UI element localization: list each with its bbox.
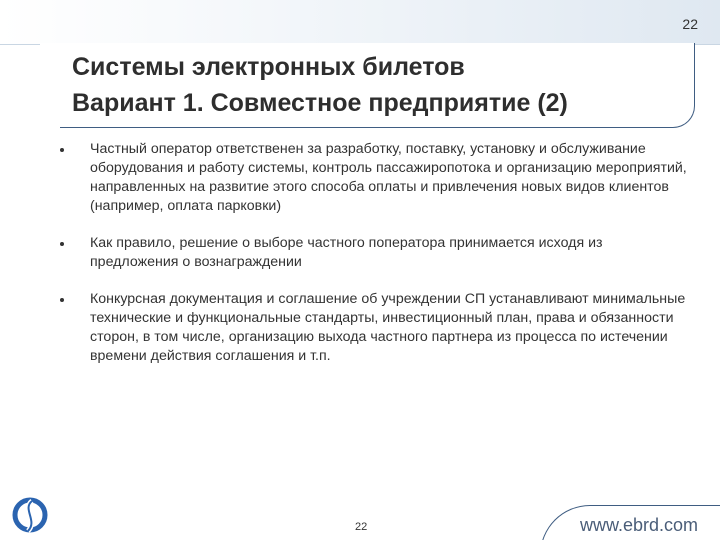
bullet-item [60,290,690,366]
page-number-top: 22 [682,16,698,32]
bullet-item [60,140,690,216]
top-band [0,0,720,44]
slide-title-line-2: Вариант 1. Совместное предприятие (2) [72,89,568,117]
footer-page-number: 22 [355,521,368,533]
ebrd-logo-icon [8,493,52,537]
bullet-dot-icon [60,242,64,246]
bullet-dot-icon [60,298,64,302]
bullet-text: Конкурсная документация и соглашение об учреждении СП устанавливают минимальные технические и функциональные стандарты, инвестиционный план, права и обязанности сторон, в том числе, организацию выхода частного партнера из процесса по истечении времени действия соглашения и т.п. [90,291,686,364]
title-box [60,43,695,128]
bullet-item [60,234,690,272]
bullet-text: Как правило, решение о выборе частного попeратора принимается исходя из предложения о вознаграждении [90,235,603,270]
bullet-text: Частный оператор ответственен за разработку, поставку, установку и обслуживание оборудования и работу системы, контроль пассажиропотока и организацию мероприятий, направленных на развитие этого способа оплаты и привлечения новых видов клиентов (например, оплата парковки) [90,141,687,214]
footer-url[interactable]: www.ebrd.com [579,515,698,535]
bullet-list [60,140,690,384]
slide-title-line-1: Системы электронных билетов [72,53,465,81]
bullet-dot-icon [60,148,64,152]
